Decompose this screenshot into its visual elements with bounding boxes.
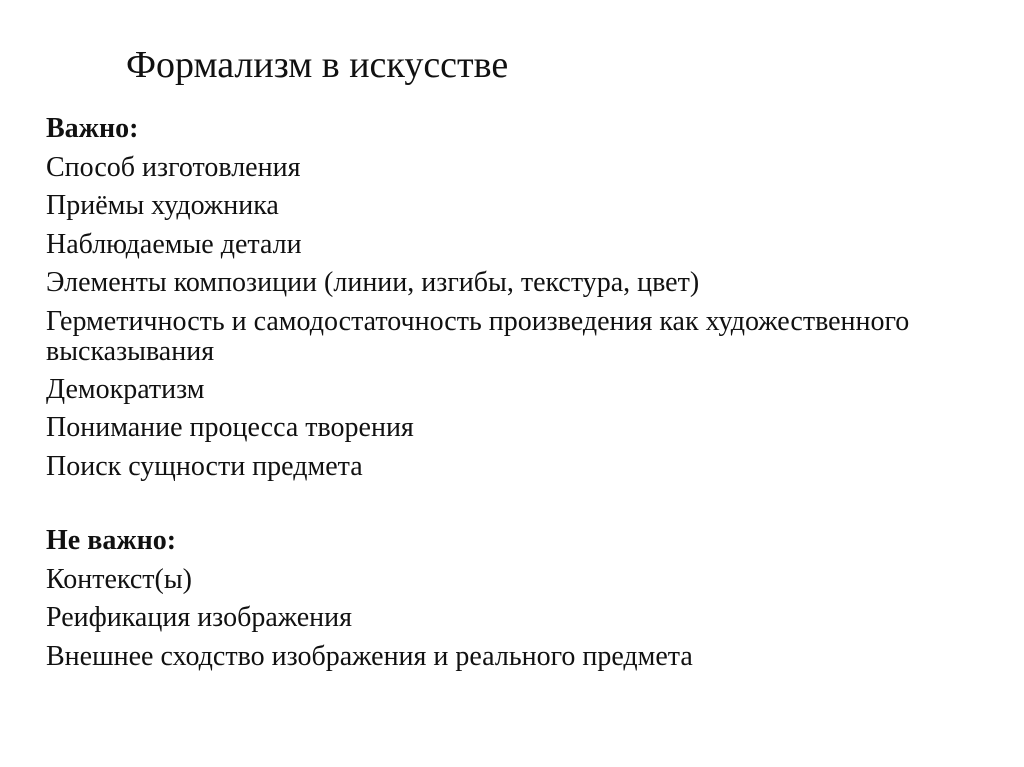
important-item-5: Герметичность и самодостаточность произведения как художественного высказывания [46, 305, 910, 367]
not-important-heading: Не важно: [46, 525, 177, 556]
important-item-2: Приёмы художника [46, 190, 279, 221]
important-item-3: Наблюдаемые детали [46, 228, 302, 260]
important-heading: Важно: [46, 113, 139, 144]
important-item-1: Способ изготовления [46, 151, 301, 183]
slide-title: Формализм в искусстве [126, 44, 509, 86]
not-important-item-2: Реификация изображения [46, 602, 353, 633]
slide-content [46, 110, 946, 676]
not-important-item-3: Внешнее сходство изображения и реального предмета [46, 640, 693, 672]
important-item-6: Демократизм [46, 373, 205, 405]
important-item-7: Понимание процесса творения [46, 412, 414, 443]
not-important-item-1: Контекст(ы) [46, 563, 192, 595]
important-item-8: Поиск сущности предмета [46, 450, 363, 482]
section-spacer [46, 486, 946, 522]
important-item-4: Элементы композиции (линии, изгибы, текстура, цвет) [46, 267, 700, 298]
